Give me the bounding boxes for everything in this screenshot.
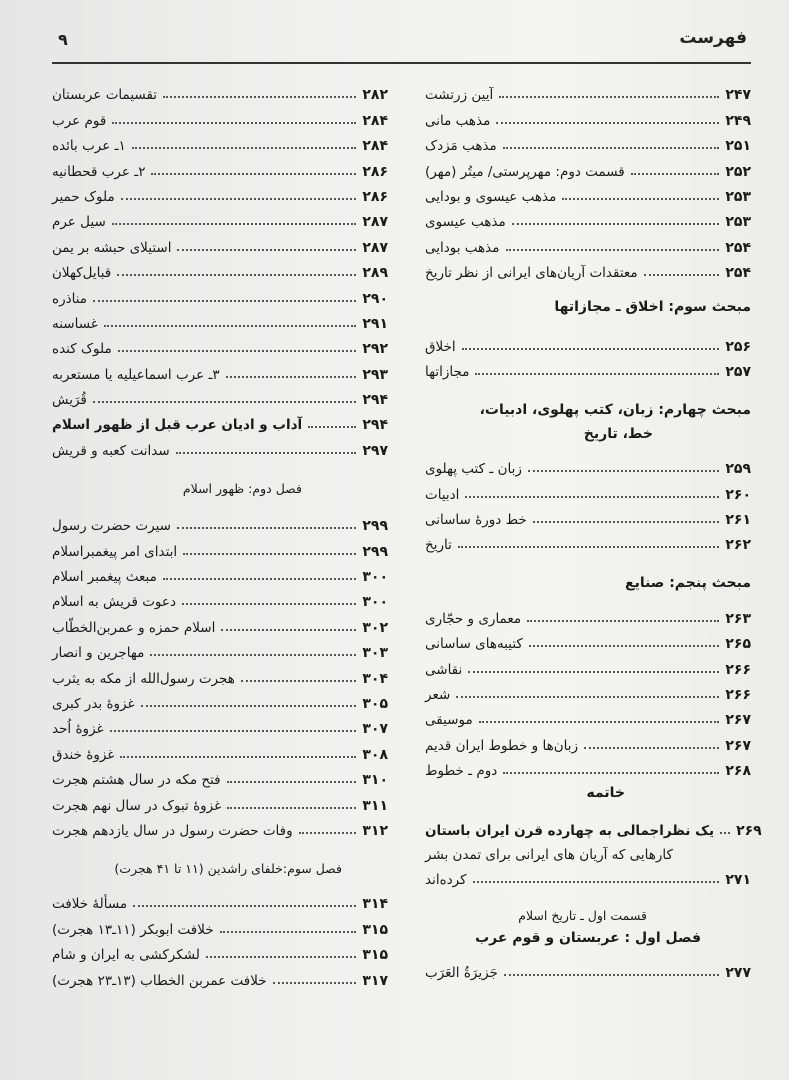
- toc-entry-title: مذهب عیسوی: [425, 214, 506, 231]
- toc-entry-page: ۳۱۱: [362, 797, 388, 814]
- toc-entry-page: ۳۰۰: [362, 594, 388, 611]
- toc-entry[interactable]: [52, 737, 388, 762]
- toc-entry-page: ۳۰۰: [362, 569, 388, 586]
- toc-entry[interactable]: [52, 763, 388, 788]
- toc-entry-page: ۲۸۴: [362, 138, 388, 155]
- dot-leader: [562, 198, 719, 200]
- toc-entry-page: ۲۵۹: [725, 461, 751, 478]
- toc-entry-page: ۲۵۳: [725, 214, 751, 231]
- toc-entry-title: هجرت رسول‌الله از مکه به یثرب: [52, 670, 235, 687]
- toc-entry-page: ۳۰۲: [362, 619, 388, 636]
- toc-entry-page: ۲۹۳: [362, 366, 388, 383]
- toc-entry[interactable]: [52, 408, 388, 433]
- toc-entry[interactable]: [52, 560, 388, 585]
- toc-entry-page: ۳۰۵: [362, 695, 388, 712]
- toc-entry[interactable]: [52, 180, 388, 205]
- toc-entry-page: ۳۰۸: [362, 746, 388, 763]
- toc-entry-title: ۱ـ عرب بائده: [52, 138, 126, 155]
- toc-entry-page: ۲۹۴: [362, 417, 388, 434]
- toc-entry-line: کارهایی که آریان های ایرانی برای تمدن بشر: [425, 846, 673, 863]
- dot-leader: [308, 426, 356, 428]
- toc-entry-title: استیلای حبشه بر یمن: [52, 239, 172, 256]
- section-heading-4: مبحث چهارم: زبان، کتب پهلوی، ادبیات،: [479, 401, 751, 418]
- toc-entry-page: ۳۱۵: [362, 921, 388, 938]
- dot-leader: [183, 553, 356, 555]
- toc-entry[interactable]: [52, 256, 388, 281]
- toc-entry-title: سیرت حضرت رسول: [52, 518, 171, 535]
- toc-entry[interactable]: [425, 180, 751, 205]
- dot-leader: [220, 931, 357, 933]
- dot-leader: [584, 747, 719, 749]
- toc-entry-page: ۲۸۷: [362, 239, 388, 256]
- toc-entry-page: ۳۰۴: [362, 670, 388, 687]
- toc-entry-page: ۲۶۶: [725, 661, 751, 678]
- toc-entry-title: غزوهٔ اُحد: [52, 721, 104, 738]
- toc-entry[interactable]: [425, 477, 751, 502]
- toc-entry[interactable]: [52, 610, 388, 635]
- toc-entry-title: زبان ـ کتب پهلوی: [425, 461, 522, 478]
- toc-entry[interactable]: [52, 712, 388, 737]
- toc-entry-page: ۲۹۱: [362, 315, 388, 332]
- toc-entry-page: ۲۶۸: [725, 763, 751, 780]
- toc-entry[interactable]: [425, 754, 751, 779]
- toc-entry[interactable]: [52, 887, 388, 912]
- toc-entry-title: اسلام حمزه و عمربن‌الخطّاب: [52, 619, 216, 636]
- toc-entry[interactable]: [52, 154, 388, 179]
- dot-leader: [465, 496, 719, 498]
- toc-entry[interactable]: [52, 636, 388, 661]
- toc-entry-title: نقاشی: [425, 661, 463, 678]
- toc-entry-page: ۲۵۴: [725, 265, 751, 282]
- toc-entry-title: مذهب مَزدک: [425, 138, 497, 155]
- chapter-heading-3: فصل سوم:خلفای راشدین (۱۱ تا ۴۱ هجرت): [114, 860, 342, 876]
- toc-entry[interactable]: [52, 357, 388, 382]
- toc-entry-title: اخلاق: [425, 338, 456, 355]
- toc-entry-page: ۲۹۲: [362, 341, 388, 358]
- dot-leader: [177, 527, 356, 529]
- dot-leader: [468, 671, 719, 673]
- toc-entry-title: تاریخ: [425, 537, 452, 554]
- toc-entry[interactable]: [52, 912, 388, 937]
- toc-entry-page: ۲۸۷: [362, 214, 388, 231]
- toc-entry-title: ۲ـ عرب قحطانیه: [52, 163, 146, 180]
- toc-entry-page: ۳۰۳: [362, 645, 388, 662]
- toc-entry[interactable]: کرده‌اند ۲۷۱: [425, 871, 751, 888]
- toc-entry-title: دوم ـ خطوط: [425, 763, 498, 780]
- toc-entry[interactable]: [52, 814, 388, 839]
- toc-entry[interactable]: [52, 661, 388, 686]
- toc-entry-page: ۲۶۲: [725, 537, 751, 554]
- dot-leader: [112, 122, 356, 124]
- dot-leader: [456, 696, 719, 698]
- dot-leader: [118, 350, 357, 352]
- dot-leader: [120, 756, 356, 758]
- dot-leader: [141, 705, 357, 707]
- dot-leader: [226, 376, 357, 378]
- dot-leader: [93, 300, 356, 302]
- dot-leader: [506, 249, 720, 251]
- dot-leader: [462, 348, 720, 350]
- dot-leader: [132, 147, 357, 149]
- toc-entry-title: کتیبه‌های ساسانی: [425, 636, 523, 653]
- toc-entry-title: معتقدات آریان‌های ایرانی از نظر تاریخ: [425, 265, 638, 282]
- toc-entry-page: ۲۹۴: [362, 392, 388, 409]
- toc-entry-page: ۲۵۶: [725, 338, 751, 355]
- toc-entry[interactable]: [425, 129, 751, 154]
- toc-entry[interactable]: [52, 332, 388, 357]
- toc-entry-page: ۲۸۶: [362, 188, 388, 205]
- toc-entry-title: سدانت کعبه و قریش: [52, 442, 170, 459]
- dot-leader: [177, 249, 356, 251]
- toc-entry-title: مناذره: [52, 290, 88, 307]
- toc-entry[interactable]: [52, 230, 388, 255]
- toc-entry-page: ۲۵۷: [725, 363, 751, 380]
- toc-entry-title: فتح مکه در سال هشتم هجرت: [52, 772, 221, 789]
- toc-entry-title: ابتدای امر پیغمبراسلام: [52, 543, 178, 560]
- dot-leader: [528, 470, 719, 472]
- toc-entry-title: تقسیمات عربستان: [52, 87, 158, 104]
- dot-leader: [631, 173, 720, 175]
- toc-entry-page: ۲۹۰: [362, 290, 388, 307]
- dot-leader: [458, 546, 719, 548]
- toc-entry-page: ۲۹۹: [362, 518, 388, 535]
- toc-entry[interactable]: [52, 129, 388, 154]
- toc-entry[interactable]: [425, 703, 751, 728]
- toc-entry-title: زبان‌ها و خطوط ایران قدیم: [425, 737, 579, 754]
- dot-leader: [499, 96, 719, 98]
- dot-leader: [644, 274, 720, 276]
- dot-leader: [720, 832, 730, 834]
- dot-leader: [121, 198, 357, 200]
- toc-entry-title: غساسنه: [52, 315, 98, 332]
- dot-leader: [110, 730, 357, 732]
- toc-entry[interactable]: [425, 601, 751, 626]
- toc-entry[interactable]: [425, 627, 751, 652]
- toc-entry[interactable]: جَزیرَةُ العَرَب ۲۷۷: [425, 965, 751, 982]
- toc-entry-title: ۳ـ عرب اسماعیلیه یا مستعربه: [52, 366, 220, 383]
- toc-entry-title: مذهب بودایی: [425, 239, 500, 256]
- toc-entry[interactable]: [52, 103, 388, 128]
- dot-leader: [182, 603, 356, 605]
- dot-leader: [150, 654, 356, 656]
- page-header: [52, 22, 751, 64]
- toc-entry-title: معماری و حجّاری: [425, 610, 522, 627]
- toc-entry[interactable]: [52, 281, 388, 306]
- toc-entry-title: دعوت قریش به اسلام: [52, 594, 176, 611]
- dot-leader: [112, 223, 357, 225]
- dot-leader: [221, 629, 356, 631]
- toc-entry-page: ۲۸۹: [362, 265, 388, 282]
- toc-entry-title: سیل عرم: [52, 214, 106, 231]
- toc-entry-title: خلافت ابوبکر (۱۱ـ۱۳ هجرت): [52, 921, 214, 938]
- dot-leader: [241, 680, 357, 682]
- dot-leader: [473, 881, 720, 883]
- dot-leader: [176, 452, 357, 454]
- toc-entry-page: ۳۱۲: [362, 822, 388, 839]
- toc-entry[interactable]: [425, 205, 751, 230]
- toc-entry-title: ملوک حمیر: [52, 188, 115, 205]
- toc-entry-page: ۲۵۴: [725, 239, 751, 256]
- dot-leader: [206, 956, 356, 958]
- chapter-heading-2: فصل دوم: ظهور اسلام: [182, 480, 302, 496]
- toc-entry[interactable]: [425, 230, 751, 255]
- dot-leader: [163, 578, 357, 580]
- dot-leader: [93, 401, 356, 403]
- toc-entry-page: ۲۶۳: [725, 610, 751, 627]
- dot-leader: [527, 620, 719, 622]
- page-number: ۹: [58, 30, 68, 49]
- toc-column-left: [52, 78, 388, 989]
- toc-entry-title: مهاجرین و انصار: [52, 645, 145, 662]
- dot-leader: [117, 274, 356, 276]
- chapter-heading-1: فصل اول : عربستان و قوم عرب: [475, 929, 701, 946]
- page-title: فهرست: [679, 28, 747, 48]
- toc-entry-page: ۲۸۴: [362, 112, 388, 129]
- conclusion-heading: خاتمه: [586, 785, 625, 802]
- toc-entry-title: غزوهٔ تبوک در سال نهم هجرت: [52, 797, 222, 814]
- toc-entry-title: آیین زرتشت: [425, 87, 494, 104]
- toc-entry-title: غزوهٔ خندق: [52, 746, 115, 763]
- toc-entry-page: ۲۴۹: [725, 112, 751, 129]
- toc-entry-page: ۲۸۲: [362, 87, 388, 104]
- dot-leader: [151, 173, 356, 175]
- toc-entry[interactable]: [425, 728, 751, 753]
- toc-entry-title: آداب و ادیان عرب قبل از ظهور اسلام: [52, 417, 303, 434]
- toc-entry[interactable]: [52, 687, 388, 712]
- dot-leader: [475, 373, 719, 375]
- toc-entry-title: مذهب مانی: [425, 112, 491, 129]
- toc-entry-title: غزوهٔ بدر کبری: [52, 695, 135, 712]
- toc-entry-title: مجازاتها: [425, 363, 470, 380]
- toc-entry-title: ملوک کنده: [52, 341, 112, 358]
- dot-leader: [163, 96, 356, 98]
- dot-leader: [227, 781, 357, 783]
- toc-entry-page: ۳۱۴: [362, 896, 388, 913]
- dot-leader: [496, 122, 719, 124]
- toc-entry[interactable]: [52, 433, 388, 458]
- toc-entry[interactable]: [52, 534, 388, 559]
- toc-entry-title: قُرَیش: [52, 392, 87, 409]
- toc-entry[interactable]: [425, 652, 751, 677]
- toc-entry[interactable]: [425, 256, 751, 281]
- toc-entry-page: ۲۶۷: [725, 737, 751, 754]
- toc-entry[interactable]: [425, 503, 751, 528]
- toc-entry-title: خط دورهٔ ساسانی: [425, 512, 527, 529]
- toc-entry-page: ۲۸۶: [362, 163, 388, 180]
- toc-entry-title: قوم عرب: [52, 112, 107, 129]
- toc-entry[interactable]: [52, 205, 388, 230]
- toc-entry-page: ۲۵۳: [725, 188, 751, 205]
- toc-entry[interactable]: [52, 307, 388, 332]
- toc-entry[interactable]: [425, 528, 751, 553]
- toc-entry-page: ۲۴۷: [725, 87, 751, 104]
- dot-leader: [512, 223, 720, 225]
- toc-entry[interactable]: [425, 154, 751, 179]
- toc-entry-page: ۲۹۹: [362, 543, 388, 560]
- toc-entry-title: مذهب عیسوی و بودایی: [425, 188, 557, 205]
- toc-entry-page: ۳۱۷: [362, 972, 388, 989]
- toc-entry[interactable]: [52, 938, 388, 963]
- dot-leader: [504, 974, 719, 976]
- dot-leader: [299, 832, 357, 834]
- toc-entry[interactable]: [425, 78, 751, 103]
- toc-entry-page: ۲۶۱: [725, 512, 751, 529]
- toc-entry[interactable]: [52, 963, 388, 988]
- toc-entry-page: ۲۶۵: [725, 636, 751, 653]
- toc-entry-page: ۲۵۲: [725, 163, 751, 180]
- toc-entry-title: خلافت عمربن الخطاب (۱۳ـ۲۳ هجرت): [52, 972, 267, 989]
- toc-entry-page: ۲۹۷: [362, 442, 388, 459]
- toc-entry-title: لشکرکشی به ایران و شام: [52, 947, 200, 964]
- dot-leader: [479, 721, 720, 723]
- toc-entry[interactable]: یک نظراجمالی به چهارده قرن ایران باستان ۲۶۹: [425, 822, 762, 839]
- toc-entry-title: مبعث پیغمبر اسلام: [52, 569, 157, 586]
- section-heading-3: مبحث سوم: اخلاق ـ مجازاتها: [554, 299, 751, 316]
- toc-entry-title: شعر: [425, 687, 451, 704]
- toc-entry-page: ۳۰۷: [362, 721, 388, 738]
- toc-entry-page: ۲۵۱: [725, 138, 751, 155]
- toc-entry[interactable]: [52, 585, 388, 610]
- dot-leader: [503, 147, 720, 149]
- toc-entry[interactable]: [52, 78, 388, 103]
- dot-leader: [104, 325, 357, 327]
- toc-entry[interactable]: [425, 103, 751, 128]
- section-heading-4-line2: خط، تاریخ: [583, 425, 653, 442]
- section-heading-5: مبحث پنجم: صنایع: [625, 575, 751, 592]
- toc-entry[interactable]: [52, 788, 388, 813]
- toc-entry[interactable]: [425, 355, 751, 380]
- toc-entry[interactable]: [425, 678, 751, 703]
- dot-leader: [533, 521, 720, 523]
- toc-entry-title: مسألهٔ خلافت: [52, 896, 128, 913]
- toc-entry-page: ۲۶۷: [725, 712, 751, 729]
- dot-leader: [133, 905, 356, 907]
- part-label: قسمت اول ـ تاریخ اسلام: [518, 907, 647, 923]
- toc-entry-title: ادبیات: [425, 486, 460, 503]
- dot-leader: [529, 645, 720, 647]
- toc-entry[interactable]: [52, 509, 388, 534]
- toc-entry-title: موسیقی: [425, 712, 473, 729]
- toc-entry[interactable]: [52, 383, 388, 408]
- toc-entry-title: قسمت دوم: مهرپرستی/ میتُر (مهر): [425, 163, 625, 180]
- toc-entry-title: قبایل‌کهلان: [52, 265, 112, 282]
- dot-leader: [227, 807, 356, 809]
- toc-entry-page: ۲۶۰: [725, 486, 751, 503]
- toc-entry-page: ۳۱۵: [362, 947, 388, 964]
- dot-leader: [503, 772, 719, 774]
- toc-entry-page: ۲۶۶: [725, 687, 751, 704]
- toc-entry-page: ۳۱۰: [362, 772, 388, 789]
- toc-column-right: [425, 78, 762, 982]
- toc-entry[interactable]: [425, 452, 751, 477]
- dot-leader: [273, 982, 357, 984]
- toc-entry-title: وفات حضرت رسول در سال یازدهم هجرت: [52, 822, 293, 839]
- toc-entry[interactable]: [425, 329, 751, 354]
